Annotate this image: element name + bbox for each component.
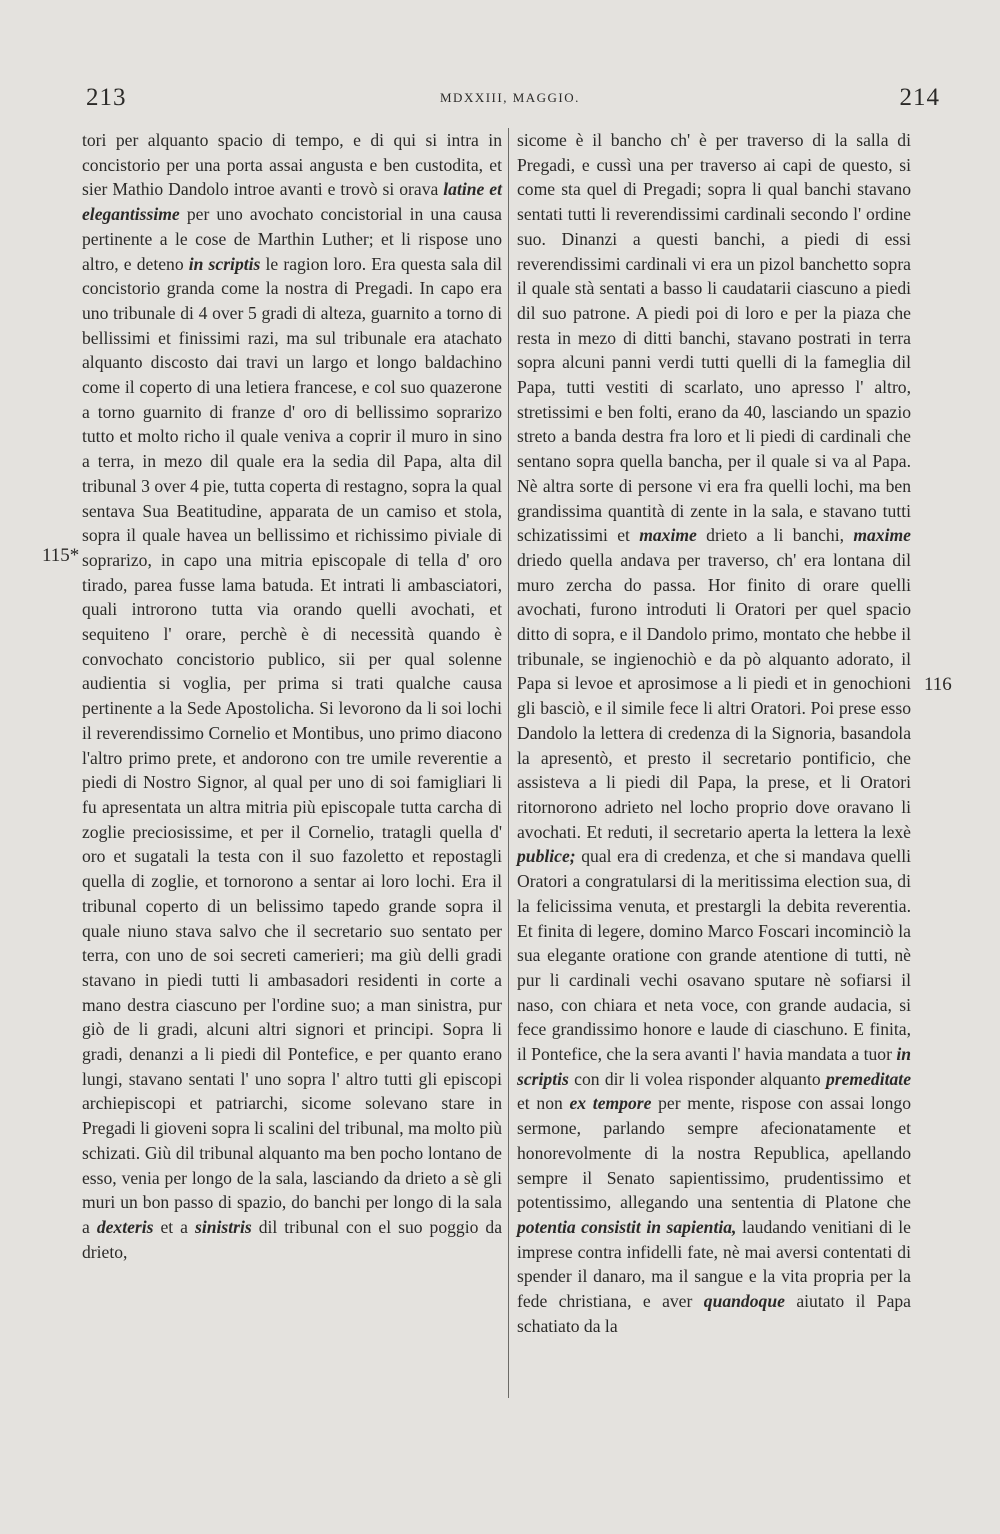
text-run: et non bbox=[517, 1093, 570, 1114]
page-number-left: 213 bbox=[86, 84, 127, 111]
italic-phrase: ex tempore bbox=[569, 1093, 652, 1114]
text-run: laudando venitiani di le imprese contra infidelli fate, nè mai aversi contentati di spender il danaro, ma il sangue e la vita propria per la fede christiana, e aver bbox=[517, 1216, 911, 1312]
text-run: con dir li volea risponder alquanto bbox=[568, 1068, 826, 1089]
italic-phrase: potentia consistit in sapientia, bbox=[517, 1216, 737, 1237]
italic-phrase: in scriptis bbox=[517, 1044, 912, 1089]
margin-note-right: 116 bbox=[924, 674, 952, 695]
column-divider bbox=[508, 128, 509, 1398]
text-column-left bbox=[82, 128, 502, 1264]
margin-note-left: 115* bbox=[42, 545, 80, 566]
italic-phrase: maxime bbox=[639, 525, 697, 546]
italic-phrase: latine et elegantissime bbox=[82, 179, 502, 225]
text-run: driedo quella andava per traverso, ch' era lontana dil muro zercha do passa. Hor finito di orare quelli avochati, furono introduti li Oratori per quel spacio ditto di sopra, e il Dandolo primo, montato che hebbe il tribunale, se ingienochiò e da pò alquanto adorato, il Papa si levoe et aprosimose a li piedi et in genochioni gli basciò, e il simile fece li altri Oratori. Poi prese esso Dandolo la lettera di credenza di la Signoria, basandola la apresentò, et presto il secretario pontificio, che assisteva a li piedi dil Papa, la prese, et li Oratori ritornorono adrieto nel locho proprio dove oravano li avochati. Et reduti, il secretario aperta la lettera la lexè bbox=[517, 549, 911, 842]
text-run: tori per alquanto spacio di tempo, e di qui si intra in concistorio per una porta assai angusta e ben custodita, et sier Mathio Dandolo introe avanti e trovò si orava bbox=[82, 130, 502, 200]
text-run: drieto a li banchi, bbox=[696, 525, 854, 546]
italic-phrase: sinistris bbox=[195, 1216, 252, 1237]
text-run: et a bbox=[153, 1216, 195, 1237]
page-header bbox=[80, 84, 940, 114]
italic-phrase: quandoque bbox=[703, 1291, 785, 1312]
text-run: per uno avochato concistorial in una causa pertinente a le cose de Marthin Luther; et li rispose uno altro, e deteno bbox=[82, 204, 502, 274]
page-number-right: 214 bbox=[899, 84, 940, 111]
italic-phrase: maxime bbox=[853, 525, 911, 546]
text-column-right bbox=[517, 128, 911, 1338]
italic-phrase: premeditate bbox=[825, 1068, 911, 1089]
paragraph bbox=[82, 128, 502, 1264]
text-run: le ragion loro. Era questa sala dil concistorio granda come la nostra di Pregadi. In capo era uno tribunale di 4 over 5 gradi di alteza, guarnito a torno di bellissimi et finissimi razi, ma sul tribunale era atachato alquanto discosto dai travi un largo et longo baldachino come il coperto di una letiera francese, e col suo quazerone a torno guarnito di franze d' oro di bellissimo soprarizo tutto et molto richo il quale veniva a coprir il muro in sino a terra, in mezo dil quale era la sedia dil Papa, alta dil tribunal 3 over 4 pie, tutta coperta di restagno, sopra la qual sentava Sua Beatitudine, apparata de un camiso et stola, sopra il quale havea un bellissimo et richissimo piviale di soprarizo, in capo una mitria episcopale di tella d' oro tirado, parea fusse lama batuda. Et intrati li ambasciatori, quali introrono tutta via orando quelli avochati, et sequiteno l' orare, perchè è di necessità quando è convochato concistorio publico, sii per qual solenne audientia si voglia, per prima si trati qualche causa pertinente a la Sede Apostolicha. Si levorono da li soi lochi il reverendissimo Cornelio et Montibus, uno primo diacono l'altro primo prete, et andorono con tre umile reverentie a piedi di Nostro Signor, al qual per uno di soi famigliari li fu apresentata un altra mitria più episcopale tutta carcha di zoglie preciosissime, et per il Cornelio, tratagli quella d' oro et sugatali la testa con il suo fazoletto et repostagli quella di zoglie, et tornorono a sentar ai loro lochi. Era il tribunal coperto di un belissimo tapedo grande sopra il quale niuno stava salvo che il secretario suo sentato per terra, con uno de soi secreti camerieri; ma giù delli gradi stavano in piedi tutti li ambasadori residenti in corte a mano destra ciascuno per l'ordine suo; a man sinistra, pur giò de li gradi, alcuni altri signori et principi. Sopra li gradi, denanzi a li piedi dil Pontefice, e per quanto erano lungi, stavano sentati l' uno sopra l' altro tutti gli episcopi archiepiscopi et patriarchi, sicome solevano stare in Pregadi li gioveni sopra li scalini del tribunal, ma molto più schizati. Giù dil tribunal alquanto ma ben pocho lontano de esso, venia per longo de la sala, lasciando da drieto a sè gli muri un bon passo di spazio, do banchi per longo di la sala a bbox=[82, 253, 502, 1237]
text-run: dil tribunal con el suo poggio da drieto, bbox=[82, 1216, 503, 1262]
text-run: aiutato il Papa schatiato da la bbox=[517, 1291, 911, 1336]
paragraph bbox=[517, 128, 911, 1338]
text-run: qual era di credenza, et che si mandava quelli Oratori a congratularsi di la meritissima election sua, di la felicissima venuta, et prestargli la debita reverentia. Et finita di legere, domino Marco Foscari incominciò la sua elegante oratione con grande atentione di tutti, nè pur li cardinali vechi osavano sputare nè sofiarsi il naso, con chiara et neta voce, con grande audacia, si fece grandissimo honore e laude di ciaschuno. E finita, il Pontefice, che la sera avanti l' havia mandata a tuor bbox=[517, 846, 911, 1065]
running-title: MDXXIII, MAGGIO. bbox=[440, 90, 580, 105]
text-run: per mente, rispose con assai longo sermone, parlando sempre afecionatamente et honorevolmente di la nostra Republica, apellando sempre il Senato sapientissimo, prudentissimo et potentissimo, allegando una sententia di Platone che bbox=[517, 1093, 912, 1213]
italic-phrase: dexteris bbox=[96, 1216, 154, 1237]
italic-phrase: publice; bbox=[517, 846, 576, 867]
italic-phrase: in scriptis bbox=[188, 253, 261, 274]
text-run: sicome è il bancho ch' è per traverso di la salla di Pregadi, e cussì una per traverso ai capi de questo, si come sta quel di Pregadi; sopra li qual banchi stavano sentati tutti li reverendissimi cardinali secondo l' ordine suo. Dinanzi a questi banchi, a piedi di essi reverendissimi cardinali vi era un pizol banchetto sopra il quale stà sentati a basso li caudatarii ciascuno a piedi dil suo patrone. A piedi poi di loro e per la piaza che resta in mezo di ditti banchi, stavano postrati in terra sopra alcuni panni verdi tutti quelli di la fameglia dil Papa, tutti vestiti di scarlato, uno apresso l' altro, stretissimi e ben folti, erano da 40, lasciando un spazio streto a banda destra fra loro et li piedi di cardinali che sentano sopra quella bancha, per il quale si va al Papa. Nè altra sorte di persone vi era fra quelli lochi, ma ben grandissima quantità di zente in la sala, e stavano tutti schizatissimi et bbox=[517, 130, 911, 546]
